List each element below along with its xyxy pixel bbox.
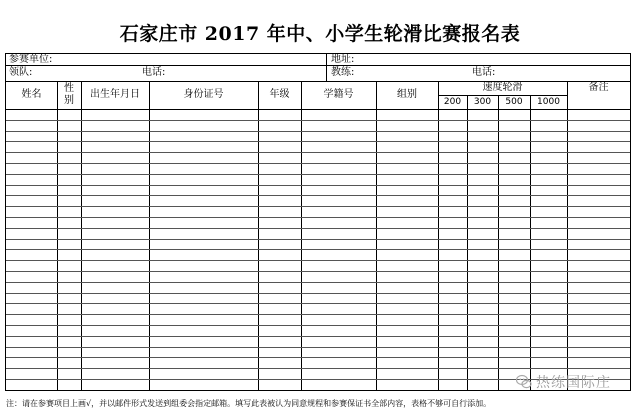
leader-label: 领队: — [9, 67, 33, 78]
row-line — [6, 228, 630, 229]
header-speed-500: 500 — [505, 97, 523, 107]
coach-label: 教练: — [331, 67, 355, 78]
row-line — [6, 249, 630, 250]
header-speed-1000: 1000 — [537, 97, 560, 107]
phone-label-1: 电话: — [142, 67, 166, 78]
header-gender: 性别 — [64, 83, 74, 106]
row-line — [6, 336, 630, 337]
header-birth: 出生年月日 — [90, 89, 140, 100]
phone-label-2: 电话: — [472, 67, 496, 78]
row-line — [6, 195, 630, 196]
row-line — [6, 325, 630, 326]
row-line — [6, 368, 630, 369]
registration-form-table — [5, 53, 631, 391]
form-title: 石家庄市 2017 年中、小学生轮滑比赛报名表 — [119, 23, 521, 45]
row-line — [6, 174, 630, 175]
unit-label: 参赛单位: — [9, 54, 53, 65]
header-speed-300: 300 — [473, 97, 492, 107]
footnote: 注：请在参赛项目上画√，并以邮件形式发送到组委会指定邮箱。填写此表被认为同意规程和参赛保证书全部内容，表格不够可自行添加。 — [6, 399, 492, 408]
header-name: 姓名 — [21, 89, 42, 100]
header-grade: 年级 — [269, 89, 290, 100]
row-line — [6, 347, 630, 348]
row-line — [6, 206, 630, 207]
row-line — [6, 163, 630, 164]
row-line — [6, 131, 630, 132]
row-line — [6, 141, 630, 142]
header-student-no: 学籍号 — [323, 89, 354, 100]
row-line — [6, 185, 630, 186]
row-line — [6, 120, 630, 121]
header-speed-200: 200 — [443, 97, 462, 107]
row-line — [6, 293, 630, 294]
row-line — [6, 217, 630, 218]
row-line — [6, 303, 630, 304]
row-line — [6, 357, 630, 358]
wechat-icon — [516, 374, 532, 390]
row-line — [6, 152, 630, 153]
row-line — [6, 282, 630, 283]
header-remark: 备注 — [588, 82, 609, 93]
row-line — [6, 260, 630, 261]
row-line — [6, 239, 630, 240]
header-id: 身份证号 — [183, 89, 224, 100]
row-line — [6, 314, 630, 315]
watermark — [516, 372, 611, 392]
header-speed: 速度轮滑 — [482, 82, 523, 93]
row-line — [6, 271, 630, 272]
watermark-text: 热练国际庄 — [536, 375, 611, 391]
address-label: 地址: — [331, 54, 355, 65]
header-group: 组别 — [397, 89, 417, 100]
